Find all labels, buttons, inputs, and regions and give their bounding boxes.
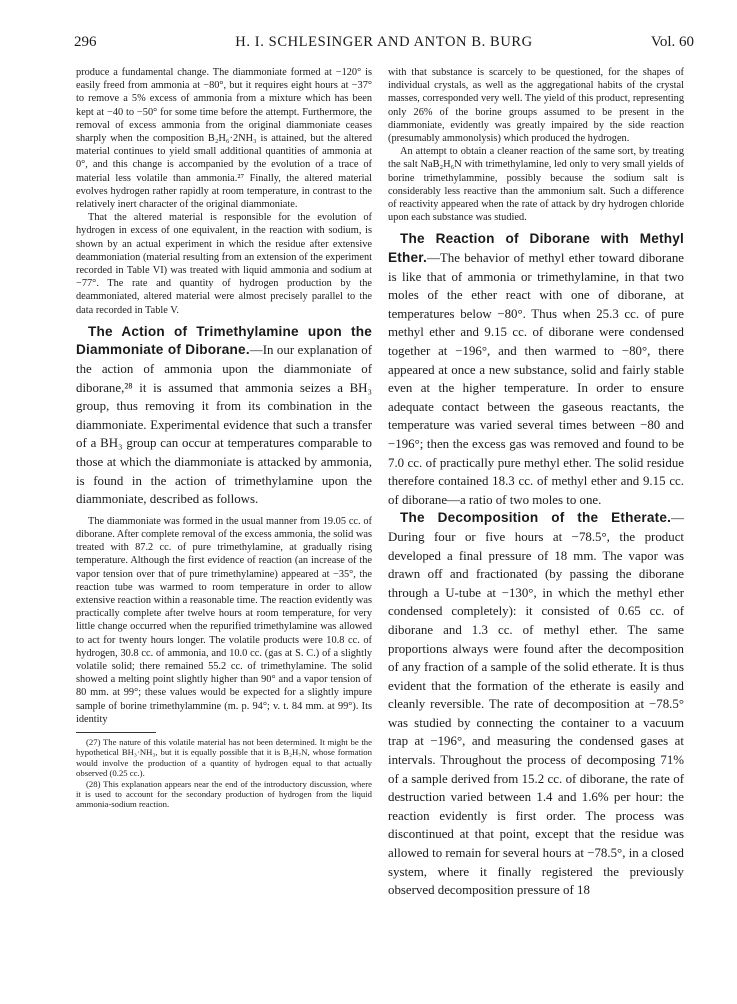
footnote: (28) This explanation appears near the end of the introductory discussion, where it is used to account for the secondary production of hydrogen from the liquid ammonia-sodium reaction. <box>76 778 372 810</box>
section-heading: The Action of Trimethylamine upon the Diammoniate of Diborane. <box>76 323 372 358</box>
section-paragraph <box>388 509 684 899</box>
paragraph: produce a fundamental change. The diammoniate formed at −120° is easily freed from ammonia at −80°, but it requires eight hours at −37° to remove a 5% excess of ammonia from a mixture which has been kept at −40 to −50° for some time before the attempt. Furthermore, the removal of excess ammonia from the original diammoniate ceases sharply when the composition B₂H₆·2NH₃ is attained, but the altered material continues to yield small additional quantities of ammonia at 0°, and this change is accompanied by the evolution of a trace of material less volatile than ammonia.²⁷ Finally, the altered material evolves hydrogen rather rapidly at room temperature, in contrast to the relatively inert character of the original diammoniate. <box>76 67 372 211</box>
right-column <box>388 66 684 900</box>
paragraph: The diammoniate was formed in the usual manner from 19.05 cc. of diborane. After complete removal of the excess ammonia, the solid was treated with 87.2 cc. of pure trimethylamine, at gradually rising temperature. Although the first evidence of reaction (an increase of the vapor tension over that of pure trimethylamine) appeared at −35°, the reaction tube was warmed to room temperature in order to allow extensive reaction within a reasonable time. The reaction evidently was practically complete after twelve hours at room temperature, for very little change occurred when the repurified trimethylamine was allowed to act for twenty hours longer. The volatile products were 10.8 cc. of hydrogen, 30.8 cc. of ammonia, and 10.0 cc. (gas at S. C.) of a slightly volatile solid; there remained 55.2 cc. of trimethylamine. The solid showed a melting point slightly higher than 90° and a vapor tension of 80 mm. at 99°; these values would be expected for a slightly impure sample of borine trimethylammine (m. p. 94°; v. t. 84 mm. at 99°). Its identity <box>76 515 372 725</box>
paragraph: That the altered material is responsible for the evolution of hydrogen in excess of one equivalent, in the reaction with sodium, is shown by an actual experiment in which the residue after extensive deammoniation (material resulting from an extension of the experiment recorded in Table VI) was treated with liquid ammonia and sodium at −77°. The rate and quantity of hydrogen production by the deammoniated, altered material were almost precisely parallel to the data recorded in Table V. <box>76 212 372 316</box>
left-column <box>76 66 372 810</box>
footnote-divider <box>76 732 156 733</box>
running-title: H. I. SCHLESINGER AND ANTON B. BURG <box>235 34 533 50</box>
section-text: —During four or five hours at −78.5°, the product developed a final pressure of 18 mm. The vapor was drawn off and fractionated (by passing the diborane through a U-tube at −130°, in which the methyl ether condensed completely): it consisted of 0.65 cc. of diborane and 1.3 cc. of methyl ether. The same proportions always were found after the decomposition of any fraction of a sample of the solid etherate. It is thus evident that the formation of the etherate is easily and cleanly reversible. The rate of decomposition at −78.5° was studied by connecting the container to a vacuum trap at −196°, and measuring the condensed gases at intervals. Throughout the process of decomposing 71% of a sample derived from 15.2 cc. of diborane, the rate of destruction varied between 1.4 and 1.6% per hour: the reaction evidently is first order. The process was discontinued at that point, except that the residue was allowed to remain for several hours at −78.5°, in a closed system, where it finally registered the previously observed decomposition pressure of 18 <box>388 511 684 898</box>
running-header <box>74 34 694 54</box>
volume-label: Vol. 60 <box>650 34 694 50</box>
section-heading: The Decomposition of the Etherate. <box>400 510 672 526</box>
paragraph: with that substance is scarcely to be questioned, for the shapes of individual crystals, as well as the aggregational habits of the crystal masses, corresponded very well. The yield of this product, representing only 26% of the borine groups assumed to be present in the diammoniate, evidently was greatly impaired by the side reaction (presumably ammonolysis) which produced the hydrogen. <box>388 67 684 145</box>
section-heading: The Reaction of Diborane with Methyl Ether. <box>388 231 684 266</box>
section-paragraph <box>76 323 372 509</box>
footnote: (27) The nature of this volatile material has not been determined. It might be the hypothetical BH₃·NH₃, but it is equally possible that it is B₂H₇N, whose formation would involve the production of a quantity of hydrogen equal to that actually observed (0.25 cc.). <box>76 737 372 779</box>
section-text: —In our explanation of the action of ammonia upon the diammoniate of diborane,²⁸ it is assumed that ammonia seizes a BH₃ group, thus removing it from its combination in the diammoniate. Experimental evidence that such a transfer of a BH₃ group can occur at temperatures comparable to those at which the diammoniate is attacked by ammonia, is found in the action of trimethylamine upon the diammoniate, described as follows. <box>76 343 372 507</box>
section-paragraph <box>388 230 684 509</box>
page-number: 296 <box>74 34 97 50</box>
paragraph: An attempt to obtain a cleaner reaction of the same sort, by treating the salt NaB₂H₆N with trimethylamine, led only to very small yields of borine trimethylammine, possibly because the sodium salt is considerably less reactive than the ammonium salt. Such a difference of reactivity appeared when the rate of attack by dry hydrogen chloride upon each substance was studied. <box>388 146 684 224</box>
section-text: —The behavior of methyl ether toward diborane is like that of ammonia or trimethylamine, in that two moles of the ether react with one of diborane, at temperatures below −80°. Thus when 25.3 cc. of pure methyl ether and 9.15 cc. of diborane were condensed together at −196°, and then warmed to −80°, there appeared at once a new substance, solid and fairly stable even at the higher temperature. In order to ensure adequate contact between the gaseous reactants, the temperature was varied several times between −80 and −196°; then the excess gas was removed and found to be 7.0 cc. of practically pure methyl ether. The solid residue therefore contained 18.3 cc. of methyl ether and 9.15 cc. of diborane—a ratio of two moles to one. <box>388 251 684 507</box>
